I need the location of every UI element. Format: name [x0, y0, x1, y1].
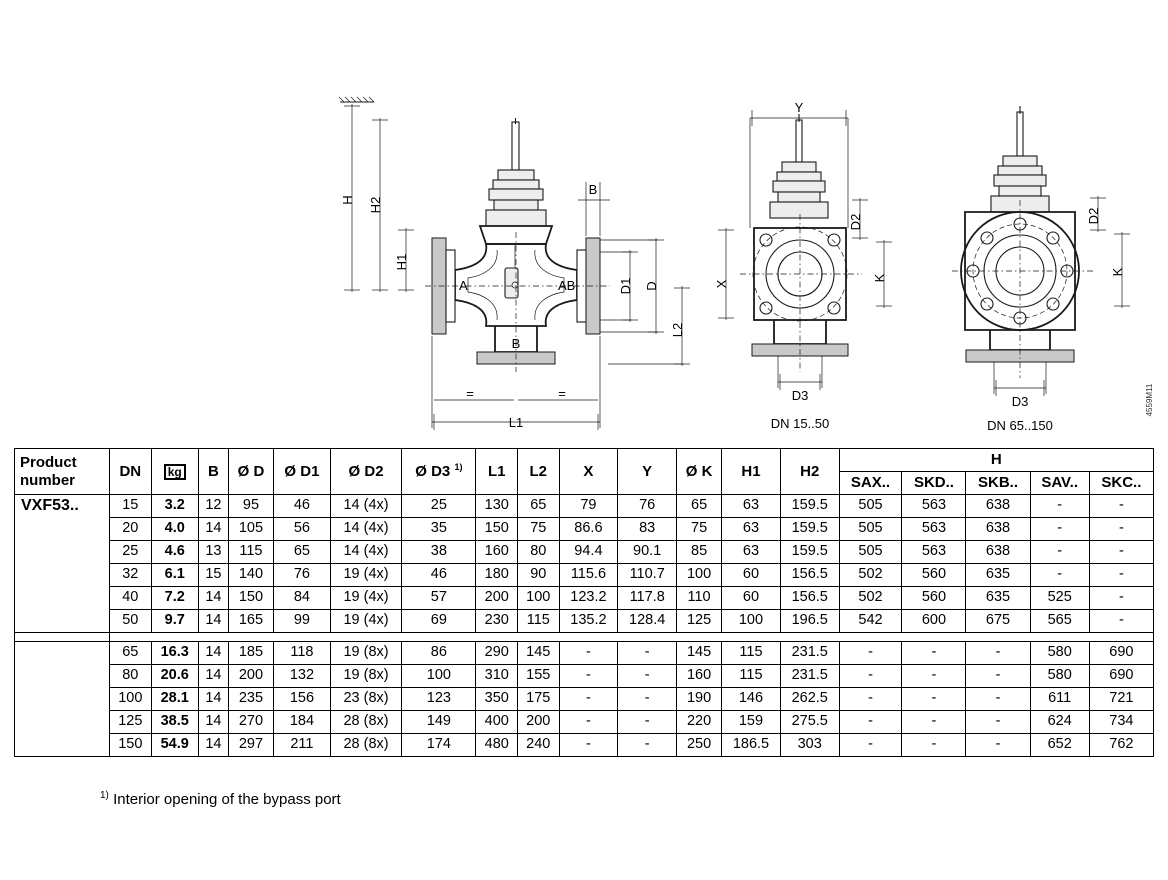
cell-d3: 25 [402, 495, 476, 518]
cell-h2: 231.5 [780, 665, 839, 688]
cell-kg: 20.6 [151, 665, 198, 688]
middle-view-dn15-50 [714, 100, 892, 431]
separator-cell [15, 633, 110, 642]
cell-l1: 150 [476, 518, 518, 541]
product-number-cell: VXF53.. [15, 495, 110, 518]
cell-dn: 15 [110, 495, 152, 518]
cell-d2: 19 (4x) [330, 564, 401, 587]
cell-x: 115.6 [559, 564, 618, 587]
cell-skb: 638 [966, 541, 1030, 564]
cell-kg: 54.9 [151, 734, 198, 757]
cell-skb: 635 [966, 564, 1030, 587]
cell-h1: 60 [722, 564, 781, 587]
table-row[interactable] [15, 541, 1154, 564]
cell-l2: 240 [518, 734, 560, 757]
cell-x: - [559, 642, 618, 665]
cell-sav: 525 [1030, 587, 1089, 610]
dimensions-table [14, 448, 1154, 757]
cell-d1: 84 [273, 587, 330, 610]
cell-h1: 60 [722, 587, 781, 610]
left-section-view [339, 97, 690, 430]
cell-skb: - [966, 688, 1030, 711]
cell-l1: 350 [476, 688, 518, 711]
col-d: Ø D [228, 449, 273, 495]
dimensions-table-wrap [14, 448, 1154, 757]
cell-y: - [618, 665, 677, 688]
cell-sax: - [839, 734, 902, 757]
cell-h2: 231.5 [780, 642, 839, 665]
cell-d1: 99 [273, 610, 330, 633]
dim-label-b-top: B [588, 182, 598, 197]
cell-kg: 6.1 [151, 564, 198, 587]
cell-d3: 46 [402, 564, 476, 587]
cell-d3: 174 [402, 734, 476, 757]
cell-skd: 560 [902, 564, 966, 587]
cell-d1: 118 [273, 642, 330, 665]
cell-d: 140 [228, 564, 273, 587]
equal-mark-left: = [466, 386, 474, 401]
cell-h2: 156.5 [780, 587, 839, 610]
cell-b: 14 [198, 711, 228, 734]
product-number-cell [15, 711, 110, 734]
product-number-cell [15, 665, 110, 688]
port-label-ab: AB [558, 278, 576, 293]
cell-skb: 675 [966, 610, 1030, 633]
footnote-text: Interior opening of the bypass port [108, 791, 341, 808]
dim-label-k-mid: K [872, 273, 887, 283]
cell-sav: - [1030, 541, 1089, 564]
cell-b: 14 [198, 642, 228, 665]
cell-l2: 100 [518, 587, 560, 610]
cell-sax: 502 [839, 564, 902, 587]
product-number-cell [15, 610, 110, 633]
cell-x: - [559, 665, 618, 688]
cell-d2: 28 (8x) [330, 734, 401, 757]
cell-h1: 159 [722, 711, 781, 734]
cell-d: 185 [228, 642, 273, 665]
cell-d1: 46 [273, 495, 330, 518]
product-number-cell [15, 734, 110, 757]
cell-b: 14 [198, 518, 228, 541]
cell-l1: 200 [476, 587, 518, 610]
dim-label-h: H [340, 195, 355, 205]
col-product-number: Product number [15, 449, 110, 495]
cell-d: 200 [228, 665, 273, 688]
cell-x: - [559, 711, 618, 734]
cell-dn: 40 [110, 587, 152, 610]
cell-h1: 100 [722, 610, 781, 633]
cell-skc: - [1089, 518, 1153, 541]
cell-h2: 275.5 [780, 711, 839, 734]
cell-sax: - [839, 711, 902, 734]
cell-skc: - [1089, 495, 1153, 518]
cell-h1: 63 [722, 495, 781, 518]
cell-k: 65 [677, 495, 722, 518]
cell-sax: 502 [839, 587, 902, 610]
cell-kg: 4.6 [151, 541, 198, 564]
dim-label-d: D [644, 281, 659, 291]
cell-dn: 20 [110, 518, 152, 541]
table-row[interactable] [15, 642, 1154, 665]
product-number-cell [15, 642, 110, 665]
cell-x: 79 [559, 495, 618, 518]
product-number-cell [15, 688, 110, 711]
cell-h1: 63 [722, 541, 781, 564]
cell-b: 13 [198, 541, 228, 564]
cell-d1: 132 [273, 665, 330, 688]
col-x: X [559, 449, 618, 495]
cell-d: 150 [228, 587, 273, 610]
dim-label-d1: D1 [618, 277, 633, 295]
cell-h1: 63 [722, 518, 781, 541]
cell-kg: 3.2 [151, 495, 198, 518]
cell-kg: 7.2 [151, 587, 198, 610]
cell-d2: 19 (4x) [330, 587, 401, 610]
cell-l2: 80 [518, 541, 560, 564]
col-d2: Ø D2 [330, 449, 401, 495]
cell-sav: - [1030, 495, 1089, 518]
col-h1: H1 [722, 449, 781, 495]
cell-k: 85 [677, 541, 722, 564]
caption-dn15-50: DN 15..50 [770, 416, 830, 431]
dim-label-d3-right: D3 [1011, 394, 1029, 409]
product-number-cell [15, 587, 110, 610]
cell-d2: 19 (8x) [330, 642, 401, 665]
cell-dn: 25 [110, 541, 152, 564]
table-group-separator [15, 633, 1154, 642]
table-row[interactable] [15, 734, 1154, 757]
cell-dn: 100 [110, 688, 152, 711]
cell-d: 105 [228, 518, 273, 541]
cell-l2: 90 [518, 564, 560, 587]
cell-skb: - [966, 734, 1030, 757]
cell-dn: 150 [110, 734, 152, 757]
cell-sav: 580 [1030, 665, 1089, 688]
caption-dn65-150: DN 65..150 [987, 418, 1053, 433]
cell-skd: - [902, 642, 966, 665]
cell-d1: 156 [273, 688, 330, 711]
footnote [100, 790, 341, 808]
cell-l1: 160 [476, 541, 518, 564]
cell-kg: 28.1 [151, 688, 198, 711]
cell-d3: 57 [402, 587, 476, 610]
cell-d: 115 [228, 541, 273, 564]
cell-d3: 35 [402, 518, 476, 541]
col-d1: Ø D1 [273, 449, 330, 495]
cell-l1: 230 [476, 610, 518, 633]
cell-h2: 159.5 [780, 541, 839, 564]
dim-label-d2-right: D2 [1086, 207, 1101, 225]
product-number-cell [15, 541, 110, 564]
cell-skc: - [1089, 564, 1153, 587]
cell-d2: 14 (4x) [330, 495, 401, 518]
cell-d2: 23 (8x) [330, 688, 401, 711]
dim-label-l1: L1 [508, 415, 524, 430]
cell-x: 135.2 [559, 610, 618, 633]
cell-d1: 211 [273, 734, 330, 757]
cell-d2: 28 (8x) [330, 711, 401, 734]
cell-h2: 159.5 [780, 495, 839, 518]
cell-d3: 38 [402, 541, 476, 564]
table-head [15, 449, 1154, 495]
cell-l1: 480 [476, 734, 518, 757]
dim-label-d2-mid: D2 [848, 213, 863, 231]
cell-d: 165 [228, 610, 273, 633]
cell-l2: 75 [518, 518, 560, 541]
cell-d1: 65 [273, 541, 330, 564]
cell-dn: 50 [110, 610, 152, 633]
col-d3: Ø D3 $^{1)}$ [402, 449, 476, 495]
cell-l2: 115 [518, 610, 560, 633]
cell-x: 86.6 [559, 518, 618, 541]
cell-skb: - [966, 642, 1030, 665]
cell-x: - [559, 734, 618, 757]
col-h-skd: SKD.. [902, 472, 966, 495]
col-h-sax: SAX.. [839, 472, 902, 495]
cell-skc: 734 [1089, 711, 1153, 734]
cell-l1: 400 [476, 711, 518, 734]
cell-d2: 19 (8x) [330, 665, 401, 688]
cell-l2: 145 [518, 642, 560, 665]
cell-dn: 125 [110, 711, 152, 734]
cell-d3: 149 [402, 711, 476, 734]
cell-kg: 16.3 [151, 642, 198, 665]
cell-k: 125 [677, 610, 722, 633]
cell-b: 14 [198, 610, 228, 633]
table-body [15, 495, 1154, 757]
cell-l2: 65 [518, 495, 560, 518]
cell-l2: 175 [518, 688, 560, 711]
cell-kg: 9.7 [151, 610, 198, 633]
cell-skb: 638 [966, 518, 1030, 541]
cell-sav: 611 [1030, 688, 1089, 711]
cell-d3: 123 [402, 688, 476, 711]
cell-h2: 262.5 [780, 688, 839, 711]
cell-skb: 638 [966, 495, 1030, 518]
cell-h1: 115 [722, 665, 781, 688]
cell-h2: 196.5 [780, 610, 839, 633]
equal-mark-right: = [558, 386, 566, 401]
cell-skd: - [902, 665, 966, 688]
table-row[interactable] [15, 564, 1154, 587]
cell-k: 160 [677, 665, 722, 688]
cell-d2: 14 (4x) [330, 518, 401, 541]
cell-k: 75 [677, 518, 722, 541]
col-l1: L1 [476, 449, 518, 495]
cell-y: 110.7 [618, 564, 677, 587]
dim-label-k-right: K [1110, 267, 1125, 277]
kg-icon: kg [164, 464, 186, 480]
cell-sav: 580 [1030, 642, 1089, 665]
col-weight [151, 449, 198, 495]
cell-d: 297 [228, 734, 273, 757]
table-row[interactable] [15, 587, 1154, 610]
cell-l1: 130 [476, 495, 518, 518]
cell-d2: 19 (4x) [330, 610, 401, 633]
col-l2: L2 [518, 449, 560, 495]
cell-skc: 721 [1089, 688, 1153, 711]
separator-cell [110, 633, 1154, 642]
col-b: B [198, 449, 228, 495]
cell-dn: 80 [110, 665, 152, 688]
cell-x: 123.2 [559, 587, 618, 610]
col-h-skc: SKC.. [1089, 472, 1153, 495]
table-row[interactable] [15, 610, 1154, 633]
cell-b: 14 [198, 688, 228, 711]
cell-y: 117.8 [618, 587, 677, 610]
cell-d3: 86 [402, 642, 476, 665]
cell-y: - [618, 734, 677, 757]
cell-sav: - [1030, 518, 1089, 541]
cell-sax: - [839, 665, 902, 688]
cell-h2: 303 [780, 734, 839, 757]
col-h2: H2 [780, 449, 839, 495]
port-label-b-bottom: B [511, 336, 521, 351]
dim-label-x: X [714, 279, 729, 289]
cell-sav: 652 [1030, 734, 1089, 757]
cell-sav: 624 [1030, 711, 1089, 734]
cell-skb: - [966, 711, 1030, 734]
cell-skc: - [1089, 587, 1153, 610]
cell-skc: 690 [1089, 642, 1153, 665]
cell-skd: - [902, 688, 966, 711]
cell-d: 235 [228, 688, 273, 711]
col-dn: DN [110, 449, 152, 495]
table-row[interactable] [15, 665, 1154, 688]
cell-l2: 155 [518, 665, 560, 688]
cell-l1: 310 [476, 665, 518, 688]
cell-y: - [618, 711, 677, 734]
cell-dn: 32 [110, 564, 152, 587]
cell-skd: 563 [902, 518, 966, 541]
cell-d1: 184 [273, 711, 330, 734]
cell-k: 100 [677, 564, 722, 587]
cell-k: 145 [677, 642, 722, 665]
cell-d3: 69 [402, 610, 476, 633]
cell-l1: 290 [476, 642, 518, 665]
cell-b: 14 [198, 587, 228, 610]
cell-k: 110 [677, 587, 722, 610]
dim-label-l2: L2 [670, 322, 685, 338]
cell-skc: 762 [1089, 734, 1153, 757]
port-label-a: A [459, 278, 468, 293]
cell-sav: - [1030, 564, 1089, 587]
product-number-cell [15, 518, 110, 541]
cell-d: 95 [228, 495, 273, 518]
cell-h2: 156.5 [780, 564, 839, 587]
cell-sax: - [839, 688, 902, 711]
cell-k: 250 [677, 734, 722, 757]
cell-y: - [618, 642, 677, 665]
cell-y: 83 [618, 518, 677, 541]
right-view-dn65-150 [952, 106, 1154, 433]
cell-skd: - [902, 734, 966, 757]
cell-sax: - [839, 642, 902, 665]
cell-kg: 4.0 [151, 518, 198, 541]
cell-skd: 560 [902, 587, 966, 610]
cell-y: - [618, 688, 677, 711]
cell-y: 128.4 [618, 610, 677, 633]
col-h-sav: SAV.. [1030, 472, 1089, 495]
cell-kg: 38.5 [151, 711, 198, 734]
col-h-skb: SKB.. [966, 472, 1030, 495]
cell-sax: 505 [839, 495, 902, 518]
cell-k: 220 [677, 711, 722, 734]
cell-l1: 180 [476, 564, 518, 587]
table-row[interactable] [15, 711, 1154, 734]
cell-skd: 563 [902, 495, 966, 518]
cell-skd: 600 [902, 610, 966, 633]
cell-k: 190 [677, 688, 722, 711]
cell-sax: 542 [839, 610, 902, 633]
cell-b: 12 [198, 495, 228, 518]
dim-label-h2: H2 [368, 196, 383, 214]
cell-dn: 65 [110, 642, 152, 665]
cell-skb: 635 [966, 587, 1030, 610]
cell-sax: 505 [839, 518, 902, 541]
dim-label-h1: H1 [394, 253, 409, 271]
cell-skd: - [902, 711, 966, 734]
cell-d1: 56 [273, 518, 330, 541]
cell-d1: 76 [273, 564, 330, 587]
cell-sav: 565 [1030, 610, 1089, 633]
cell-skb: - [966, 665, 1030, 688]
col-k: Ø K [677, 449, 722, 495]
cell-skc: - [1089, 610, 1153, 633]
dim-label-d3-mid: D3 [791, 388, 809, 403]
cell-h1: 146 [722, 688, 781, 711]
figure-code: 4559M11 [1145, 383, 1154, 417]
table-row[interactable] [15, 518, 1154, 541]
cell-h2: 159.5 [780, 518, 839, 541]
cell-h1: 115 [722, 642, 781, 665]
cell-skc: - [1089, 541, 1153, 564]
cell-d: 270 [228, 711, 273, 734]
cell-sax: 505 [839, 541, 902, 564]
cell-d3: 100 [402, 665, 476, 688]
product-number-cell [15, 564, 110, 587]
table-row[interactable] [15, 688, 1154, 711]
cell-x: - [559, 688, 618, 711]
cell-b: 14 [198, 734, 228, 757]
cell-h1: 186.5 [722, 734, 781, 757]
cell-skd: 563 [902, 541, 966, 564]
cell-x: 94.4 [559, 541, 618, 564]
cell-b: 15 [198, 564, 228, 587]
col-y: Y [618, 449, 677, 495]
cell-y: 76 [618, 495, 677, 518]
cell-y: 90.1 [618, 541, 677, 564]
col-h-group: H [839, 449, 1153, 472]
cell-d2: 14 (4x) [330, 541, 401, 564]
cell-skc: 690 [1089, 665, 1153, 688]
cell-b: 14 [198, 665, 228, 688]
dim-label-y: Y [794, 100, 804, 115]
cell-l2: 200 [518, 711, 560, 734]
table-row[interactable] [15, 495, 1154, 518]
header-row-1 [15, 449, 1154, 472]
footnote-marker: 1) [100, 790, 109, 801]
